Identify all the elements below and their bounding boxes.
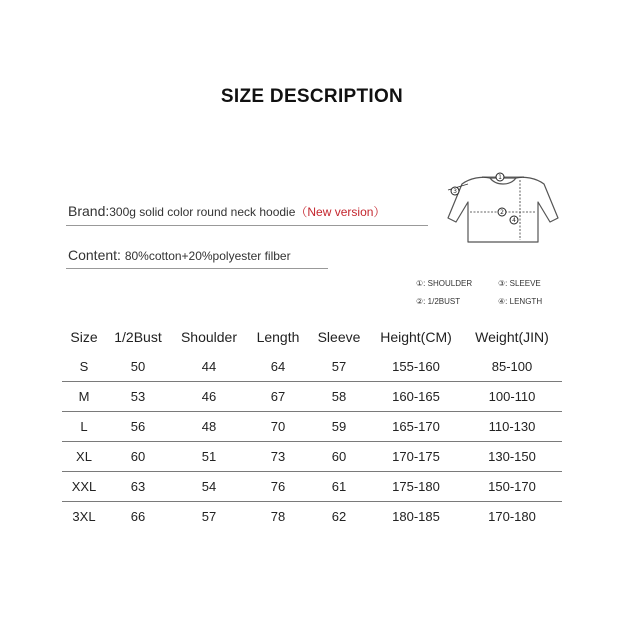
svg-text:2: 2 (500, 209, 504, 217)
table-cell: 160-165 (370, 382, 462, 412)
table-cell: 51 (170, 442, 248, 472)
table-cell: 100-110 (462, 382, 562, 412)
table-cell: 73 (248, 442, 308, 472)
header-size: Size (70, 329, 98, 345)
table-cell: 63 (106, 472, 170, 502)
table-row (62, 442, 562, 472)
table-cell: 180-185 (392, 509, 440, 524)
table-cell: 46 (170, 382, 248, 412)
svg-text:3: 3 (453, 188, 457, 196)
table-cell: 61 (308, 472, 370, 502)
table-cell: XXL (62, 472, 106, 502)
table-row (62, 502, 562, 532)
table-cell: 170-175 (370, 442, 462, 472)
table-cell: 57 (308, 352, 370, 382)
brand-text: 300g solid color round neck hoodie (109, 205, 296, 219)
table-cell: 64 (248, 352, 308, 382)
svg-text:4: 4 (512, 217, 516, 225)
table-cell: 44 (170, 352, 248, 382)
table-row (62, 412, 562, 442)
size-table (62, 322, 562, 531)
table-cell: 59 (308, 412, 370, 442)
svg-text:1: 1 (498, 174, 502, 182)
table-header-row (62, 322, 562, 352)
table-cell: 165-170 (370, 412, 462, 442)
header-sleeve: Sleeve (317, 329, 361, 345)
page-title: SIZE DESCRIPTION (220, 86, 404, 107)
content-label: Content: (68, 247, 121, 263)
table-cell: L (62, 412, 106, 442)
brand-label: Brand: (68, 203, 110, 219)
table-cell: 130-150 (462, 442, 562, 472)
table-cell: 60 (106, 442, 170, 472)
table-cell: M (62, 382, 106, 412)
table-cell: 175-180 (370, 472, 462, 502)
table-cell: 53 (106, 382, 170, 412)
table-cell: 70 (248, 412, 308, 442)
header-shoulder: Shoulder (180, 329, 238, 345)
table-cell: 56 (106, 412, 170, 442)
table-cell: S (62, 352, 106, 382)
table-cell: 76 (248, 472, 308, 502)
legend-item: ④: LENGTH (498, 297, 543, 306)
table-cell: 48 (170, 412, 248, 442)
table-cell: XL (62, 442, 106, 472)
table-row (62, 472, 562, 502)
legend-item: ①: SHOULDER (416, 279, 473, 288)
table-row (62, 382, 562, 412)
header-half-bust: 1/2Bust (114, 329, 162, 345)
table-cell: 66 (130, 509, 146, 524)
brand-line (68, 203, 385, 220)
new-version-tag: （New version） (295, 205, 386, 219)
table-cell: 62 (331, 509, 347, 524)
table-row (62, 352, 562, 382)
brand-underline (66, 225, 428, 226)
table-cell: 85-100 (462, 352, 562, 382)
header-length: Length (256, 329, 300, 345)
legend-item: ②: 1/2BUST (416, 297, 461, 306)
legend-item: ③: SLEEVE (498, 279, 541, 288)
table-cell: 60 (308, 442, 370, 472)
header-height: Height(CM) (380, 329, 452, 345)
content-line (68, 247, 291, 263)
table-cell: 110-130 (462, 412, 562, 442)
table-cell: 67 (248, 382, 308, 412)
header-weight: Weight(JIN) (475, 329, 549, 345)
content-text: 80%cotton+20%polyester filber (124, 249, 291, 263)
table-cell: 150-170 (462, 472, 562, 502)
table-cell: 3XL (72, 509, 96, 524)
table-cell: 170-180 (488, 509, 536, 524)
table-cell: 54 (170, 472, 248, 502)
table-cell: 57 (201, 509, 217, 524)
table-cell: 155-160 (370, 352, 462, 382)
table-cell: 58 (308, 382, 370, 412)
hoodie-diagram (440, 164, 566, 248)
table-cell: 78 (270, 509, 286, 524)
content-underline (66, 268, 328, 269)
table-cell: 50 (106, 352, 170, 382)
